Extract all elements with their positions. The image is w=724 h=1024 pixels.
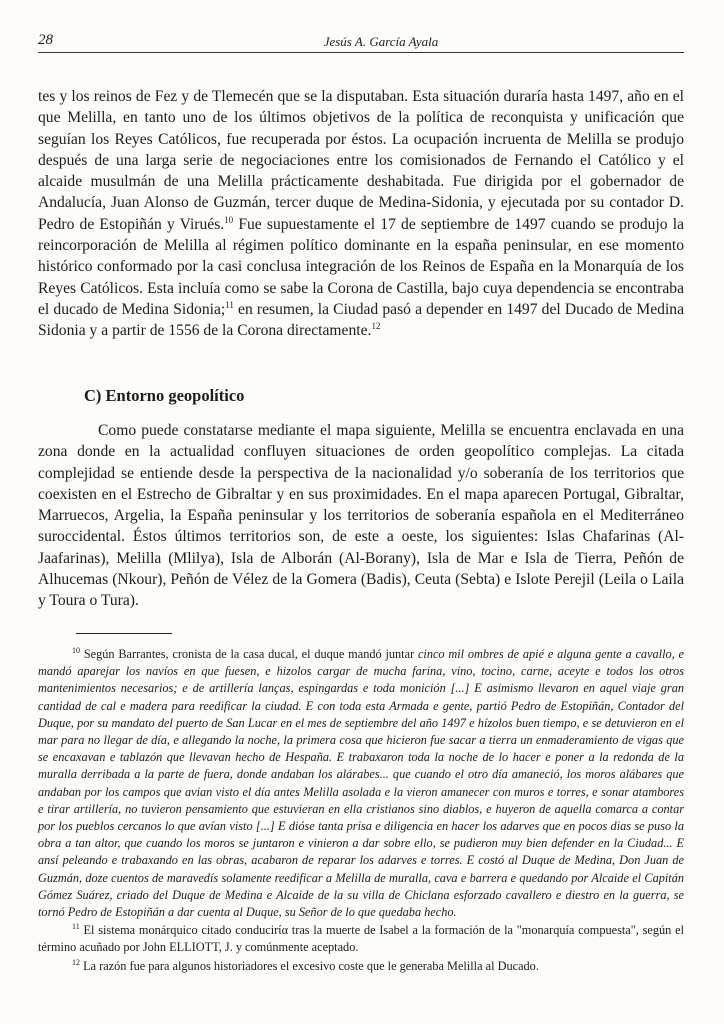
- footnote-text: Según Barrantes, cronista de la casa ducal, el duque mandó juntar: [83, 647, 418, 661]
- footnote-ref: 11: [225, 299, 234, 310]
- paragraph-text: en resumen, la Ciudad pasó a depender en 1497 del Ducado de Medina Sidonia y a partir de 1556 de la Corona directamente.: [38, 300, 685, 340]
- running-head: Jesús A. García Ayala: [323, 34, 439, 49]
- paragraph-text: tes y los reinos de Fez y de Tlemecén que se la disputaban. Esta situación duraría hasta 1497, año en el que Melilla, en tanto uno de los últimos objetivos de la política de reconquista y unificación que seguían los Reyes Católicos, fue recuperada por éstos. La ocupación incruenta de Melilla se produjo después de una larga serie de negociaciones entre los comisionados de Fernando el Católico y el alcaide musulmán de una Melilla prácticamente deshabitada. Fue dirigida por el gobernador de Andalucía, Juan Alonso de Guzmán, tercer duque de Medina-Sidonia, y ejecutada por su contador D. Pedro de Estopiñán y Virués.: [38, 88, 684, 233]
- footnote-quote: cinco mil ombres de apié e alguna gente a cavallo, e mandó aparejar los navíos en que fuesen, e hizolos cargar de mucha farina, vino, tocino, carne, aceyte e todos los otros mantenimientos necesarios; e de artillería lanças, espingardas e toda monición [...] E asimismo llevaron en aquel viaje gran cantidad de cal e madera para reedificar la ciudad. E con toda esta Armada e gente, partió Pedro de Estopiñán, Contador del Duque, por su mandato del puerto de San Lucar en el mes de septiembre del año 1497 e hízolos buen tiempo, e se detuvieron en el mar para no llegar de día, e allegando la noche, la primera cosa que hicieron fue sacar a tierra un enmaderamiento de vigas que se encaxavan e tablazón que llevavan hecho de Hespaña. E trabaxaron toda la noche de lo hacer e poner a la redonda de la muralla derribada a la parte de fuera, donde andaban los alárabes... que cuando el otro día amaneció, los moros alábares que andaban por los campos que avian visto el día antes Melilla asolada e la vieron amanecer con muros e torres, e sonar atambores e tirar artillería, no tuvieron pensamiento que estuvieran en ella cristianos sino diablos, e huyeron de aquella comarca a contar por los pueblos cercanos lo que avían visto [...] E dióse tanta prisa e diligencia en hacer los adarves que en pocos dias se puso la obra a tan altor, que cuando los moros se juntaron e vinieron a dar sobre ello, se pudieron muy bien defender en la Ciudad... E ansí peleando e trabaxando en las obras, acabaron de reparar los adarves e torres. E costó al Duque de Medina, Don Juan de Guzmán, doze cuentos de maravedís solamente reedificar a Melilla de muralla, cava e barrera e quedando por Alcaide el Capitán Gómez Suárez, criado del Duque de Medina e Alcaide de la su villa de Chiclana esforzado cavallero e diestro en la guerra, se tornó Pedro de Estopiñán a dar cuenta al Duque, su Señor de lo que quedaba hecho.: [38, 647, 684, 920]
- paragraph-text: Fue supuestamente el 17 de septiembre de 1497 cuando se produjo la reincorporación de Melilla al régimen político dominante en la españa peninsular, en ese momento histórico conformado por la casi conclusa integración de los Reinos de España en la Monarquía de los Reyes Católicos. Esta incluía como se sabe la Corona de Castilla, bajo cuya dependencia se encontraba el ducado de Medina Sidonia;: [38, 215, 684, 318]
- body-paragraph: Como puede constatarse mediante el mapa siguiente, Melilla se encuentra enclavada en una zona donde en la actualidad confluyen situaciones de orden geopolítico complejas. La citada complejidad se entiende desde la perspectiva de la nacionalidad y/o soberanía de los territorios que coexisten en el Estrecho de Gibraltar y en sus proximidades. En el mapa aparecen Portugal, Gibraltar, Marruecos, Argelia, la España peninsular y los territorios de soberanía española en el Mediterráneo suroccidental. Éstos últimos territorios son, de este a oeste, los siguientes: Islas Chafarinas (Al-Jaafarinas), Melilla (Mlilya), Isla de Alborán (Al-Borany), Isla de Mar e Isla de Tierra, Peñón de Alhucemas (Nkour), Peñón de Vélez de la Gomera (Badis), Ceuta (Sebta) e Islote Perejil (Leila o Laila y Toura o Tura).: [38, 422, 684, 610]
- footnote-ref: 10: [224, 214, 234, 225]
- section-heading: C) Entorno geopolítico: [84, 386, 245, 405]
- footnote-ref: 12: [371, 321, 381, 332]
- footnote-10: [38, 646, 684, 921]
- page-number: 28: [38, 32, 53, 48]
- body-paragraph: [38, 86, 684, 342]
- footnote-divider: [76, 633, 172, 634]
- page-header: [38, 30, 684, 53]
- footnote-number: 10: [72, 645, 80, 655]
- footnote-11: [38, 922, 684, 956]
- footnotes: [38, 646, 684, 976]
- footnote-number: 11: [72, 922, 80, 932]
- footnote-12: [38, 958, 684, 975]
- footnote-text: La razón fue para algunos historiadores el excesivo coste que le generaba Melilla al Ducado.: [83, 958, 539, 973]
- footnote-text: El sistema monárquico citado conducirία tras la muerte de Isabel a la formación de la "monarquía compuesta", según el término acuñado por John ELLIOTT, J. y comúnmente aceptado.: [38, 923, 684, 955]
- footnote-number: 12: [72, 957, 80, 967]
